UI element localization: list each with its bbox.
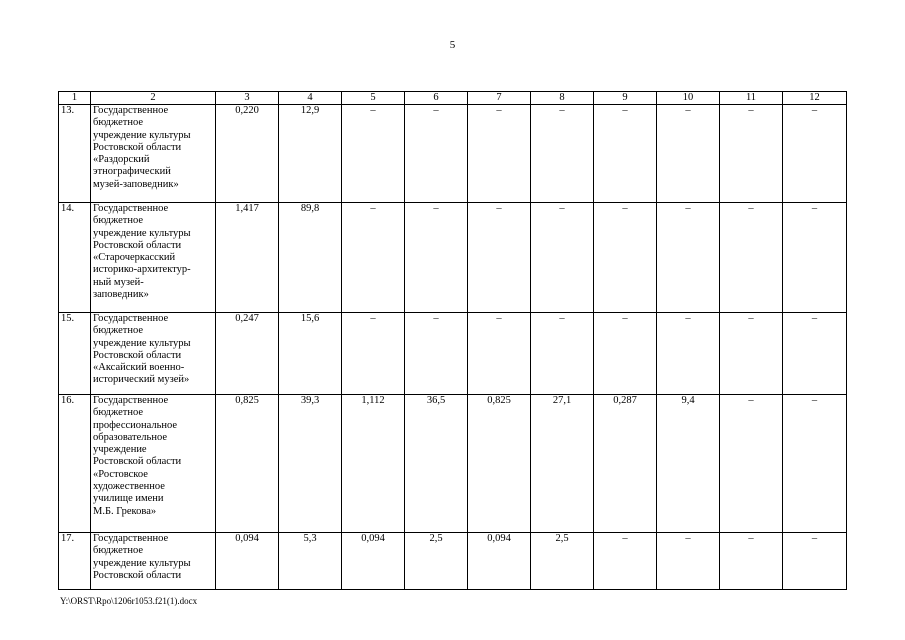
value-cell: – bbox=[468, 105, 531, 203]
row-number: 13. bbox=[59, 105, 91, 203]
column-header: 11 bbox=[720, 92, 783, 105]
value-cell: 9,4 bbox=[657, 395, 720, 533]
column-header: 10 bbox=[657, 92, 720, 105]
value-cell: 2,5 bbox=[531, 533, 594, 590]
value-cell: – bbox=[657, 105, 720, 203]
value-cell: – bbox=[657, 533, 720, 590]
value-cell: 1,417 bbox=[216, 203, 279, 313]
value-cell: – bbox=[531, 203, 594, 313]
value-cell: – bbox=[342, 203, 405, 313]
column-header: 8 bbox=[531, 92, 594, 105]
table-row bbox=[59, 395, 847, 533]
value-cell: – bbox=[405, 203, 468, 313]
institution-name-line: бюджетное bbox=[93, 407, 144, 419]
institution-name bbox=[91, 105, 216, 203]
institution-name-line: Ростовской области bbox=[93, 141, 182, 153]
row-number: 17. bbox=[59, 533, 91, 590]
value-cell: 0,094 bbox=[216, 533, 279, 590]
institution-name-line: Ростовской области bbox=[93, 456, 182, 468]
institution-name-line: Государственное bbox=[93, 313, 169, 324]
value-cell: – bbox=[594, 105, 657, 203]
value-cell: – bbox=[342, 313, 405, 395]
value-cell: 0,094 bbox=[342, 533, 405, 590]
institution-name-line: «Раздорский bbox=[93, 154, 150, 166]
value-cell: 2,5 bbox=[405, 533, 468, 590]
value-cell: – bbox=[468, 313, 531, 395]
institution-name-line: М.Б. Грекова» bbox=[93, 505, 157, 517]
column-header: 12 bbox=[783, 92, 847, 105]
institution-name-line: музей-заповедник» bbox=[93, 178, 179, 190]
value-cell: – bbox=[720, 313, 783, 395]
value-cell: – bbox=[531, 313, 594, 395]
value-cell: – bbox=[783, 105, 847, 203]
row-number: 14. bbox=[59, 203, 91, 313]
value-cell: 27,1 bbox=[531, 395, 594, 533]
institution-name bbox=[91, 313, 216, 395]
institution-name-line: бюджетное bbox=[93, 215, 144, 227]
value-cell: – bbox=[657, 313, 720, 395]
value-cell: – bbox=[594, 533, 657, 590]
value-cell: – bbox=[531, 105, 594, 203]
value-cell: – bbox=[720, 533, 783, 590]
value-cell: – bbox=[720, 395, 783, 533]
institution-name-line: бюджетное bbox=[93, 545, 144, 557]
institution-name-line: профессиональное bbox=[93, 419, 178, 431]
value-cell: – bbox=[720, 105, 783, 203]
column-header: 9 bbox=[594, 92, 657, 105]
value-cell: 5,3 bbox=[279, 533, 342, 590]
column-header: 1 bbox=[59, 92, 91, 105]
institution-name-line: бюджетное bbox=[93, 117, 144, 129]
value-cell: 0,825 bbox=[216, 395, 279, 533]
institution-name-line: «Аксайский военно- bbox=[93, 362, 185, 374]
column-header: 3 bbox=[216, 92, 279, 105]
value-cell: – bbox=[783, 395, 847, 533]
institution-name bbox=[91, 395, 216, 533]
value-cell: 12,9 bbox=[279, 105, 342, 203]
table-row bbox=[59, 533, 847, 590]
institution-name-line: Ростовской области bbox=[93, 349, 182, 361]
column-header: 2 bbox=[91, 92, 216, 105]
institution-name-line: Государственное bbox=[93, 533, 169, 544]
value-cell: 0,287 bbox=[594, 395, 657, 533]
column-header: 4 bbox=[279, 92, 342, 105]
table-row bbox=[59, 313, 847, 395]
value-cell: – bbox=[783, 313, 847, 395]
value-cell: – bbox=[468, 203, 531, 313]
value-cell: 0,094 bbox=[468, 533, 531, 590]
value-cell: – bbox=[720, 203, 783, 313]
institution-name-line: художественное bbox=[93, 481, 165, 493]
table-row bbox=[59, 203, 847, 313]
institution-name-line: Государственное bbox=[93, 105, 169, 116]
institution-name-line: заповедник» bbox=[93, 289, 149, 301]
value-cell: – bbox=[657, 203, 720, 313]
institution-name-line: этнографический bbox=[93, 166, 171, 178]
value-cell: – bbox=[783, 533, 847, 590]
value-cell: 0,825 bbox=[468, 395, 531, 533]
institution-name-line: «Старочеркасский bbox=[93, 252, 176, 264]
institution-name-line: учреждение культуры bbox=[93, 557, 191, 569]
institution-name-line: Государственное bbox=[93, 395, 169, 406]
file-path: Y:\ORST\Rpo\1206r1053.f21(1).docx bbox=[60, 596, 198, 606]
value-cell: – bbox=[594, 313, 657, 395]
institution-name-line: учреждение культуры bbox=[93, 227, 191, 239]
row-number: 15. bbox=[59, 313, 91, 395]
institution-name-line: Государственное bbox=[93, 203, 169, 214]
institution-name bbox=[91, 203, 216, 313]
value-cell: – bbox=[783, 203, 847, 313]
value-cell: 39,3 bbox=[279, 395, 342, 533]
data-table bbox=[58, 91, 847, 590]
value-cell: 1,112 bbox=[342, 395, 405, 533]
value-cell: 89,8 bbox=[279, 203, 342, 313]
page-number: 5 bbox=[449, 39, 456, 51]
institution-name bbox=[91, 533, 216, 590]
value-cell: 36,5 bbox=[405, 395, 468, 533]
institution-name-line: «Ростовское bbox=[93, 468, 148, 480]
institution-name-line: ный музей- bbox=[93, 276, 144, 288]
value-cell: – bbox=[342, 105, 405, 203]
institution-name-line: Ростовской области bbox=[93, 239, 182, 251]
header-row bbox=[59, 92, 847, 105]
value-cell: 15,6 bbox=[279, 313, 342, 395]
row-number: 16. bbox=[59, 395, 91, 533]
value-cell: – bbox=[594, 203, 657, 313]
column-header: 5 bbox=[342, 92, 405, 105]
institution-name-line: образовательное bbox=[93, 431, 167, 443]
table-row bbox=[59, 105, 847, 203]
institution-name-line: исторический музей» bbox=[93, 374, 190, 386]
value-cell: – bbox=[405, 313, 468, 395]
institution-name-line: бюджетное bbox=[93, 325, 144, 337]
column-header: 7 bbox=[468, 92, 531, 105]
value-cell: 0,247 bbox=[216, 313, 279, 395]
institution-name-line: учреждение культуры bbox=[93, 129, 191, 141]
value-cell: – bbox=[405, 105, 468, 203]
institution-name-line: училище имени bbox=[93, 493, 164, 505]
institution-name-line: историко-архитектур- bbox=[93, 264, 191, 276]
column-header: 6 bbox=[405, 92, 468, 105]
institution-name-line: Ростовской области bbox=[93, 569, 182, 581]
value-cell: 0,220 bbox=[216, 105, 279, 203]
institution-name-line: учреждение bbox=[93, 444, 147, 456]
institution-name-line: учреждение культуры bbox=[93, 337, 191, 349]
